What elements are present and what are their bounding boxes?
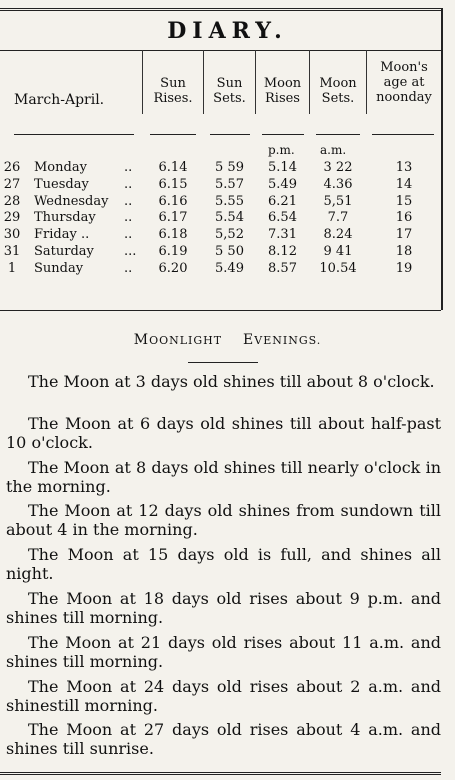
cell-sun-sets: 5.54 xyxy=(215,210,244,226)
cell-day: Thursday xyxy=(34,210,96,226)
moonlight-paragraph: The Moon at 27 days old rises about 4 a.m. and shines till sunrise. xyxy=(6,720,441,758)
cell-moon-rises: 7.31 xyxy=(268,227,297,243)
cell-sun-rises: 6.17 xyxy=(158,210,188,226)
cell-date: 28 xyxy=(3,193,21,209)
cell-dots: .. xyxy=(124,210,133,226)
cell-moon-rises: 5.49 xyxy=(268,176,297,192)
cell-day: Saturday xyxy=(34,244,94,259)
cell-sun-rises: 6.18 xyxy=(158,227,188,243)
cell-moon-sets: 4.36 xyxy=(323,176,353,192)
cell-moon-rises: 8.57 xyxy=(268,260,297,276)
cell-moon-sets: 5,51 xyxy=(323,193,353,209)
cell-dots: .. xyxy=(124,160,133,175)
cell-age: 16 xyxy=(395,210,413,226)
moonlight-paragraph: The Moon at 12 days old shines from sundown till about 4 in the morning. xyxy=(6,501,441,539)
title-rule xyxy=(0,50,441,51)
cell-sun-rises: 6.16 xyxy=(158,193,188,209)
moonlight-paragraph: The Moon at 21 days old rises about 11 a.m. and shines till morning. xyxy=(6,633,441,671)
cell-dots: .. xyxy=(124,193,133,209)
moon-sets-unit: a.m. xyxy=(320,143,347,157)
header-moon-age: Moon's age at noonday xyxy=(376,60,432,105)
table-bottom-rule xyxy=(0,310,441,311)
cell-sun-sets: 5,52 xyxy=(215,227,244,243)
cell-sun-rises: 6.14 xyxy=(158,160,188,175)
moonlight-paragraph: The Moon at 15 days old is full, and shines all night. xyxy=(6,545,441,583)
cell-sun-rises: 6.15 xyxy=(158,176,188,192)
cell-date: 29 xyxy=(3,210,21,226)
header-underline xyxy=(14,134,134,135)
bottom-double-rule xyxy=(0,772,441,775)
cell-sun-sets: 5 59 xyxy=(215,160,244,175)
cell-age: 17 xyxy=(395,227,413,243)
moonlight-paragraph: The Moon at 18 days old rises about 9 p.m. and shines till morning. xyxy=(6,589,441,627)
cell-sun-sets: 5 50 xyxy=(215,244,244,259)
moonlight-paragraph: The Moon at 3 days old shines till about 8 o'clock. xyxy=(28,372,435,391)
header-underline xyxy=(150,134,196,135)
moonlight-paragraph: The Moon at 24 days old rises about 2 a.m. and shinestill morning. xyxy=(6,677,441,715)
cell-dots: .. xyxy=(124,176,133,192)
cell-dots: ... xyxy=(124,244,137,259)
cell-day: Sunday xyxy=(34,260,84,276)
title-ornament-rule xyxy=(188,362,258,363)
cell-day: Monday xyxy=(34,160,87,175)
cell-sun-sets: 5.57 xyxy=(215,176,244,192)
cell-sun-sets: 5.49 xyxy=(215,260,244,276)
cell-sun-rises: 6.19 xyxy=(158,244,188,259)
cell-moon-rises: 6.54 xyxy=(268,210,297,226)
header-underline xyxy=(210,134,250,135)
moon-rises-unit: p.m. xyxy=(268,143,295,157)
cell-moon-sets: 7.7 xyxy=(327,210,349,226)
cell-date: 27 xyxy=(3,176,21,192)
header-moon-sets: Moon Sets. xyxy=(319,76,357,106)
diary-title: DIARY. xyxy=(167,18,288,44)
cell-day: Friday .. xyxy=(34,227,90,243)
header-sun-rises: Sun Rises. xyxy=(153,76,193,106)
moonlight-paragraph: The Moon at 8 days old shines till nearly o'clock in the morning. xyxy=(6,458,441,496)
cell-age: 14 xyxy=(395,176,413,192)
cell-dots: .. xyxy=(124,260,133,276)
header-sun-sets: Sun Sets. xyxy=(213,76,246,106)
cell-moon-rises: 6.21 xyxy=(268,193,297,209)
cell-moon-rises: 5.14 xyxy=(268,160,297,175)
cell-date: 31 xyxy=(3,244,21,259)
cell-sun-rises: 6.20 xyxy=(158,260,188,276)
cell-day: Tuesday xyxy=(34,176,89,192)
cell-moon-sets: 8.24 xyxy=(323,227,353,243)
cell-age: 15 xyxy=(395,193,413,209)
cell-date: 30 xyxy=(3,227,21,243)
cell-age: 19 xyxy=(395,260,413,276)
moonlight-paragraph: The Moon at 6 days old shines till about half-past 10 o'clock. xyxy=(6,414,441,452)
cell-moon-sets: 3 22 xyxy=(323,160,353,175)
cell-age: 13 xyxy=(395,160,413,175)
cell-date: 26 xyxy=(3,160,21,175)
cell-sun-sets: 5.55 xyxy=(215,193,244,209)
cell-moon-sets: 9 41 xyxy=(323,244,353,259)
cell-age: 18 xyxy=(395,244,413,259)
header-underline xyxy=(316,134,360,135)
cell-moon-sets: 10.54 xyxy=(319,260,357,276)
header-underline xyxy=(262,134,304,135)
header-underline xyxy=(372,134,434,135)
period-label: March-April. xyxy=(14,92,105,108)
header-moon-rises: Moon Rises xyxy=(263,76,302,106)
cell-date: 1 xyxy=(7,260,17,276)
cell-dots: .. xyxy=(124,227,133,243)
cell-day: Wednesday xyxy=(34,193,109,209)
moonlight-title: MOONLIGHT EVENINGS. xyxy=(133,332,322,348)
cell-moon-rises: 8.12 xyxy=(268,244,297,259)
